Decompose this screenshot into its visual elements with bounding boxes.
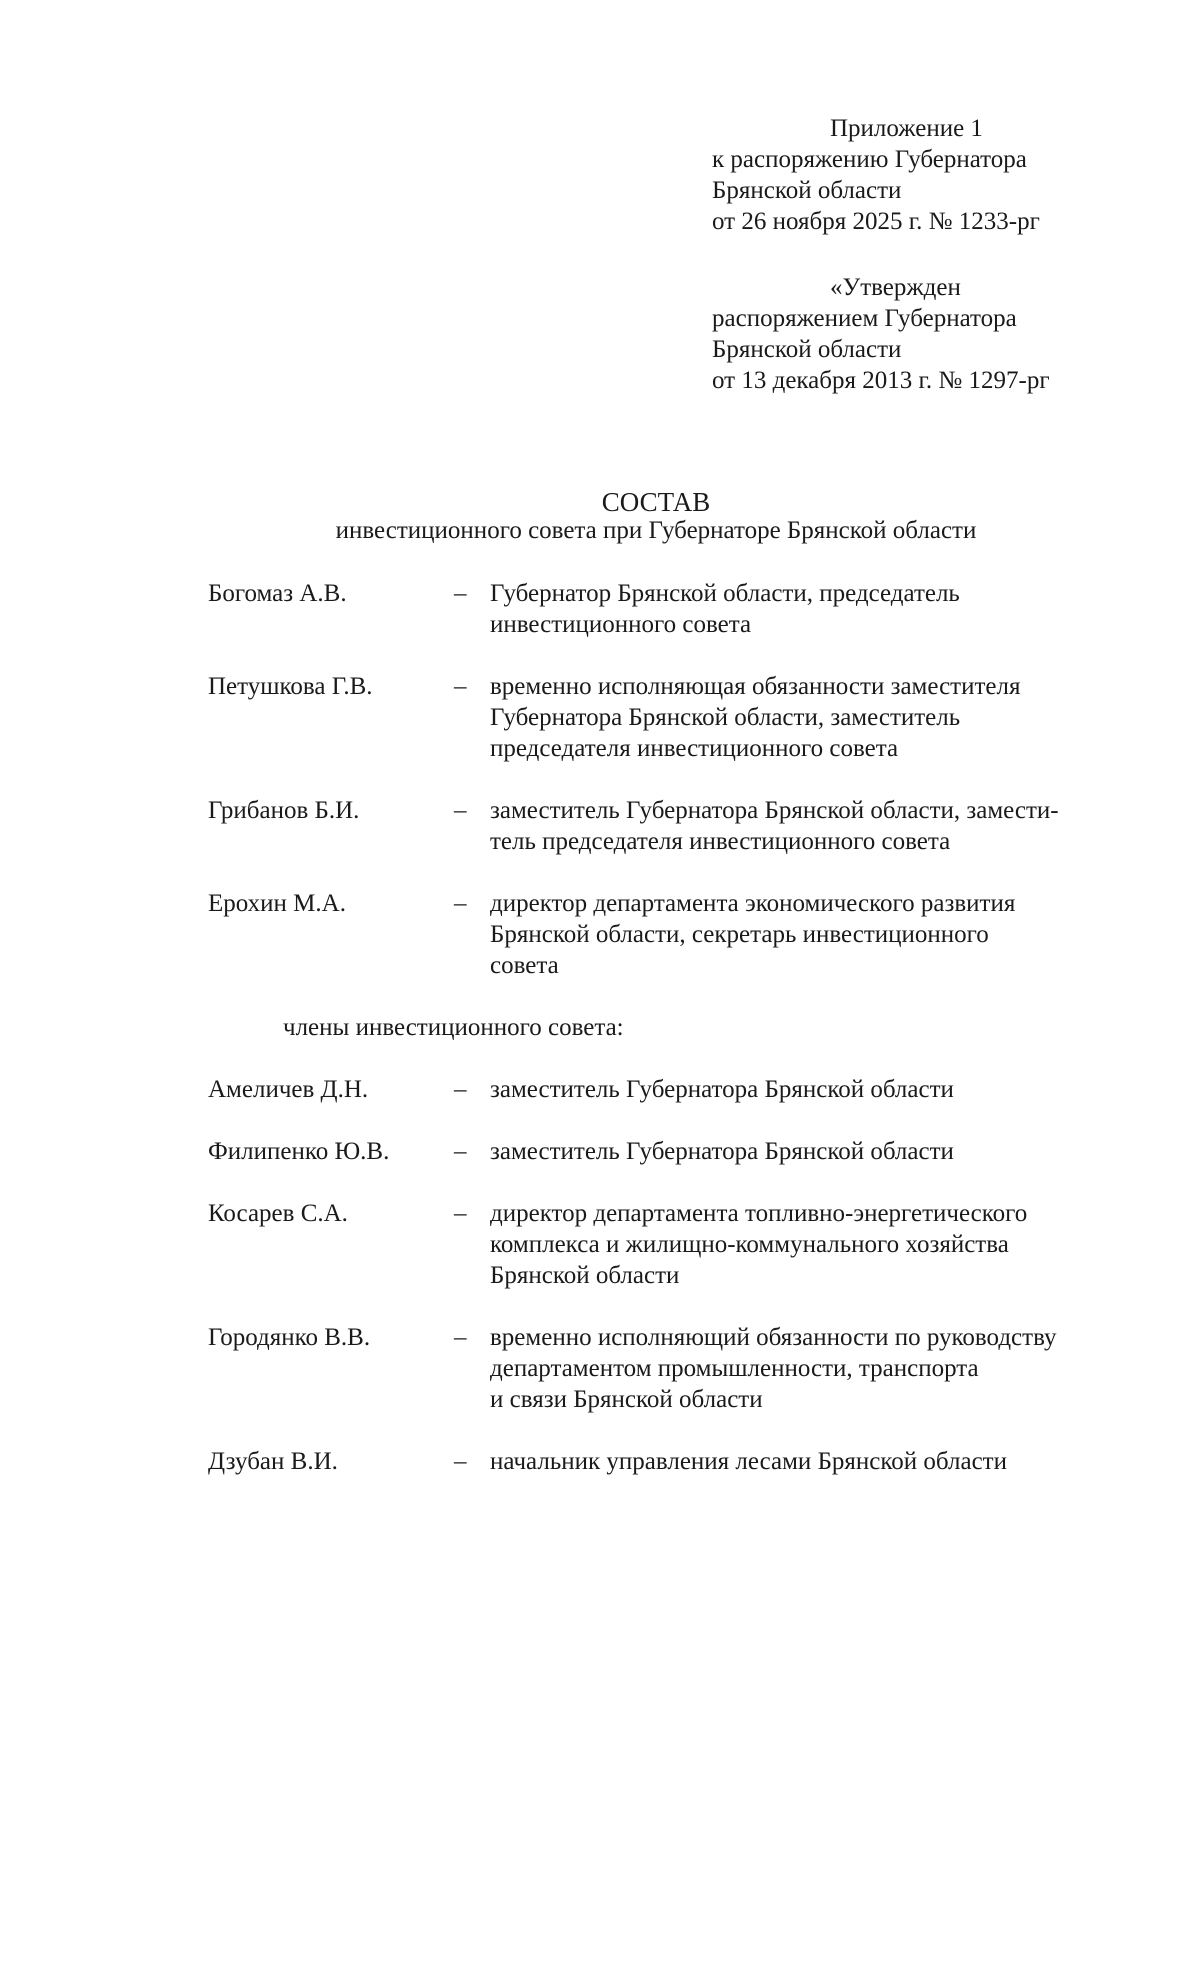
- member-role-line: Губернатора Брянской области, заместитель: [490, 704, 961, 731]
- document-title: СОСТАВ: [601, 487, 711, 517]
- dash-separator: –: [454, 890, 467, 917]
- member-role-line: департаментом промышленности, транспорта: [490, 1355, 979, 1382]
- dash-separator: –: [454, 673, 467, 700]
- member-row: [208, 795, 1128, 857]
- member-role-line: председателя инвестиционного совета: [490, 735, 899, 762]
- member-name: Городянко В.В.: [208, 1324, 371, 1351]
- member-role-line: и связи Брянской области: [490, 1386, 763, 1413]
- dash-separator: –: [454, 1324, 467, 1351]
- member-name: Грибанов Б.И.: [208, 797, 360, 824]
- member-role: [490, 1198, 1128, 1291]
- approval-date-number: от 13 декабря 2013 г. № 1297-рг: [712, 367, 1050, 394]
- member-role-line: заместитель Губернатора Брянской области, замести-: [490, 797, 1059, 824]
- member-row: [208, 1136, 1128, 1167]
- member-name: Богомаз А.В.: [208, 580, 347, 607]
- appendix-line: Брянской области: [712, 177, 902, 204]
- dash-separator: –: [454, 1138, 467, 1165]
- dash-separator: –: [454, 1076, 467, 1103]
- member-role-line: Брянской области, секретарь инвестиционного: [490, 921, 989, 948]
- member-row: [208, 1446, 1128, 1477]
- member-role-line: комплекса и жилищно-коммунального хозяйства: [490, 1231, 1009, 1258]
- member-role: [490, 888, 1128, 981]
- member-row: [208, 888, 1128, 981]
- document-subtitle: инвестиционного совета при Губернаторе Брянской области: [335, 517, 977, 544]
- member-role: [490, 795, 1128, 857]
- approval-line: распоряжением Губернатора: [712, 305, 1017, 332]
- member-role: [490, 578, 1128, 640]
- member-role: [490, 1136, 1128, 1167]
- member-name: Амеличев Д.Н.: [208, 1076, 369, 1103]
- member-name: Косарев С.А.: [208, 1200, 348, 1227]
- dash-separator: –: [454, 797, 467, 824]
- member-role-line: временно исполняющий обязанности по руководству: [490, 1324, 1057, 1351]
- member-role-line: начальник управления лесами Брянской области: [490, 1448, 1007, 1475]
- member-role: [490, 1074, 1128, 1105]
- member-role-line: заместитель Губернатора Брянской области: [490, 1138, 954, 1165]
- member-role-line: временно исполняющая обязанности заместителя: [490, 673, 1021, 700]
- member-row: [208, 1198, 1128, 1291]
- member-role-line: совета: [490, 952, 559, 979]
- member-name: Дзубан В.И.: [208, 1448, 338, 1475]
- member-role: [490, 671, 1128, 764]
- member-role-line: тель председателя инвестиционного совета: [490, 828, 951, 855]
- member-name: Ерохин М.А.: [208, 890, 346, 917]
- member-row: [208, 1322, 1128, 1415]
- dash-separator: –: [454, 580, 467, 607]
- dash-separator: –: [454, 1448, 467, 1475]
- approval-heading: «Утвержден: [830, 274, 961, 301]
- member-row: [208, 1074, 1128, 1105]
- member-role: [490, 1446, 1128, 1477]
- member-role-line: Брянской области: [490, 1262, 680, 1289]
- approval-block: [712, 272, 1050, 396]
- member-role-line: заместитель Губернатора Брянской области: [490, 1076, 954, 1103]
- leadership-list: [208, 578, 1128, 981]
- member-name: Филипенко Ю.В.: [208, 1138, 390, 1165]
- appendix-block: [712, 113, 1040, 237]
- member-role-line: директор департамента экономического развития: [490, 890, 1016, 917]
- member-role-line: инвестиционного совета: [490, 611, 752, 638]
- members-list: [208, 1074, 1128, 1477]
- member-row: [208, 578, 1128, 640]
- member-role-line: Губернатор Брянской области, председатель: [490, 580, 960, 607]
- dash-separator: –: [454, 1200, 467, 1227]
- council-composition: [208, 578, 1128, 1508]
- appendix-date-number: от 26 ноября 2025 г. № 1233-рг: [712, 208, 1040, 235]
- member-row: [208, 671, 1128, 764]
- appendix-line: к распоряжению Губернатора: [712, 146, 1027, 173]
- member-role-line: директор департамента топливно-энергетического: [490, 1200, 1028, 1227]
- member-role: [490, 1322, 1128, 1415]
- appendix-number: Приложение 1: [830, 115, 983, 142]
- approval-line: Брянской области: [712, 336, 902, 363]
- member-name: Петушкова Г.В.: [208, 673, 373, 700]
- members-label: члены инвестиционного совета:: [283, 1014, 624, 1041]
